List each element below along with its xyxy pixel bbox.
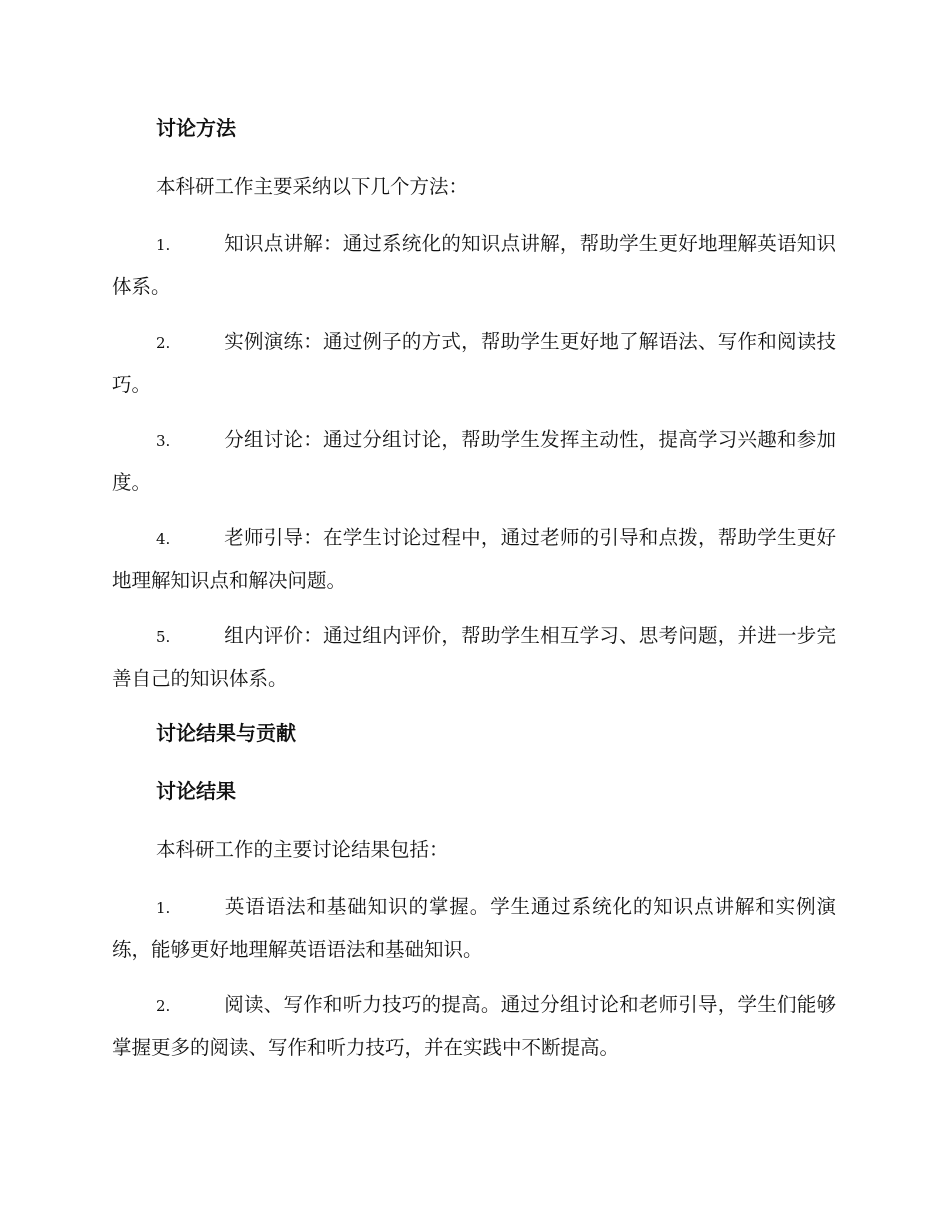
- list-item: [112, 984, 836, 1068]
- list-text: 组内评价：通过组内评价，帮助学生相互学习、思考问题，并进一步完善自己的知识体系。: [112, 624, 836, 690]
- list-number: 1.: [156, 236, 171, 254]
- list-item: [112, 517, 836, 601]
- list-item: [112, 419, 836, 503]
- list-text: 英语语法和基础知识的掌握。学生通过系统化的知识点讲解和实例演练，能够更好地理解英语语法和基础知识。: [112, 895, 836, 961]
- section-heading-results-contributions: 讨论结果与贡献: [156, 721, 296, 745]
- list-item: [112, 223, 836, 307]
- list-number: 4.: [156, 530, 171, 548]
- section-heading-results: 讨论结果: [156, 779, 236, 803]
- document-page: [112, 108, 836, 1082]
- list-number: 2.: [156, 334, 171, 352]
- results-intro: 本科研工作的主要讨论结果包括：: [156, 838, 449, 861]
- list-text: 老师引导：在学生讨论过程中，通过老师的引导和点拨，帮助学生更好地理解知识点和解决问题。: [112, 526, 836, 592]
- list-text: 知识点讲解：通过系统化的知识点讲解，帮助学生更好地理解英语知识体系。: [112, 232, 836, 298]
- list-text: 实例演练：通过例子的方式，帮助学生更好地了解语法、写作和阅读技巧。: [112, 330, 836, 396]
- list-number: 2.: [156, 997, 171, 1015]
- list-item: [112, 615, 836, 699]
- list-text: 分组讨论：通过分组讨论，帮助学生发挥主动性，提高学习兴趣和参加度。: [112, 428, 836, 494]
- list-number: 3.: [156, 432, 171, 450]
- list-number: 5.: [156, 628, 171, 646]
- section-heading-methods: 讨论方法: [156, 116, 236, 140]
- list-item: [112, 321, 836, 405]
- list-text: 阅读、写作和听力技巧的提高。通过分组讨论和老师引导，学生们能够掌握更多的阅读、写作和听力技巧，并在实践中不断提高。: [112, 993, 836, 1059]
- methods-intro: 本科研工作主要采纳以下几个方法：: [156, 175, 469, 198]
- list-item: [112, 886, 836, 970]
- list-number: 1.: [156, 899, 171, 917]
